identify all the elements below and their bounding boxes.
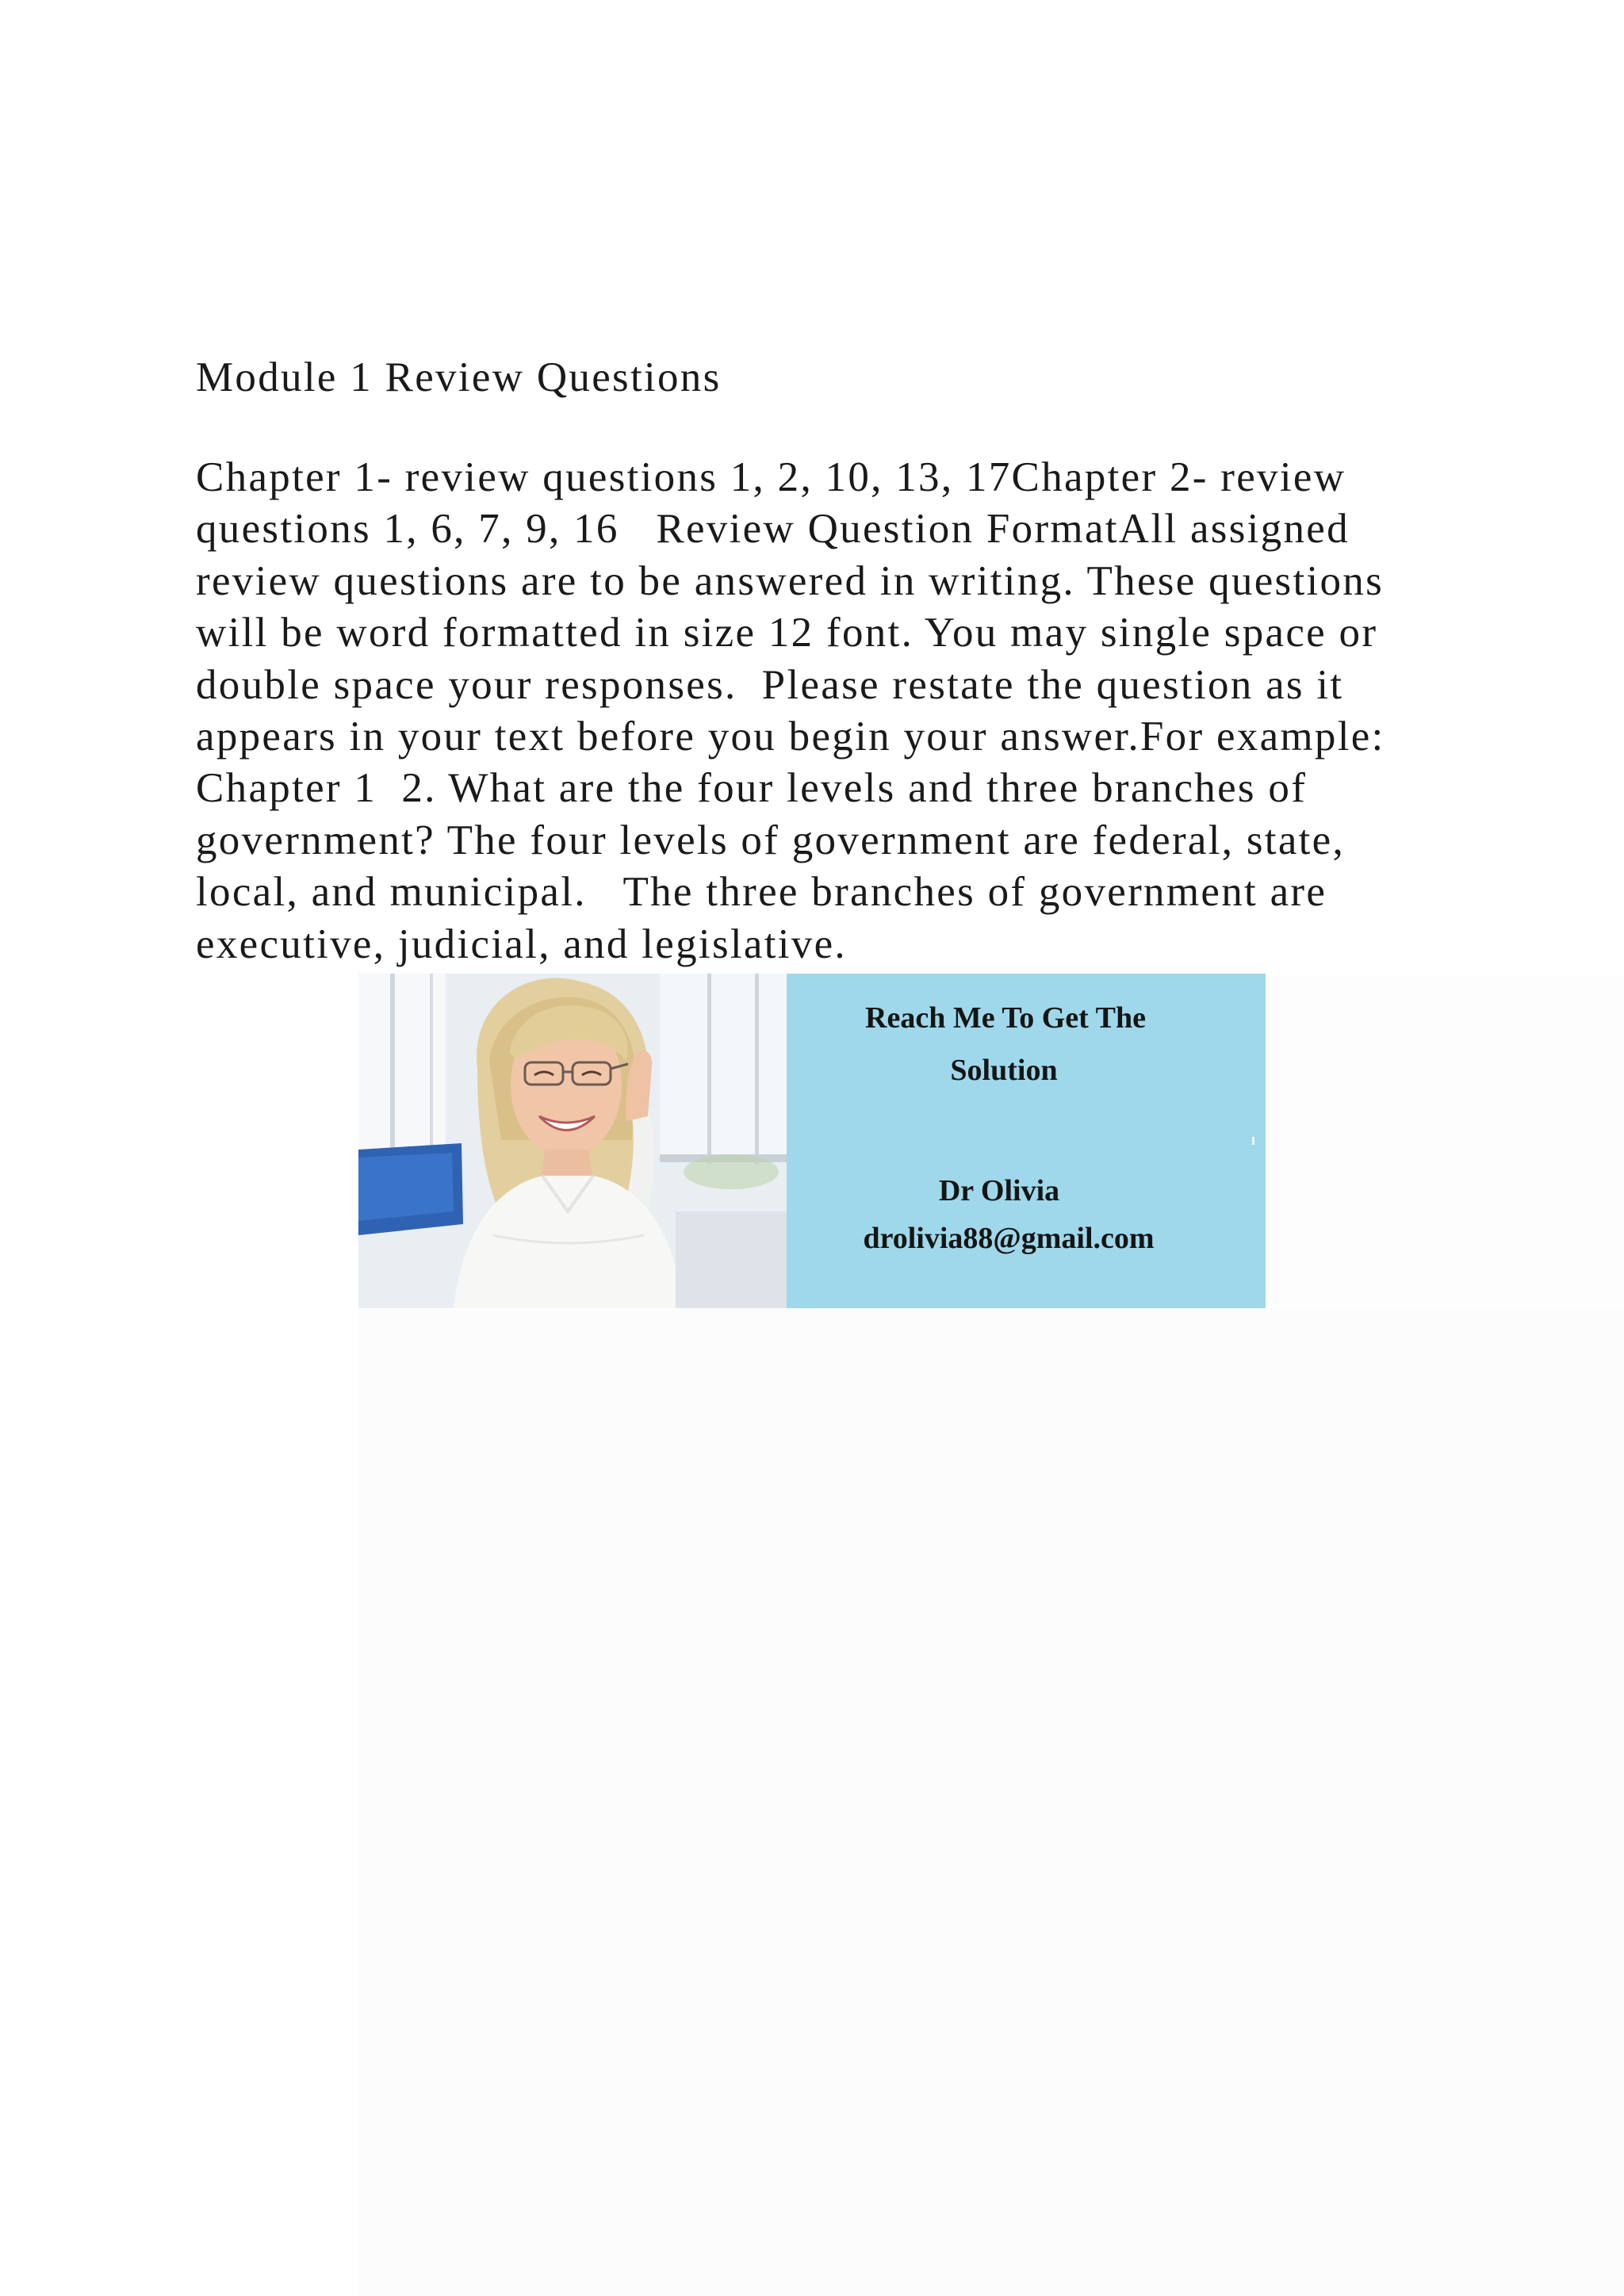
body-line: Chapter 1- review questions 1, 2, 10, 13, 17Chapter 2- review: [196, 454, 1346, 500]
page-title: Module 1 Review Questions: [196, 354, 722, 400]
body-line: will be word formatted in size 12 font. You may single space or: [196, 610, 1378, 656]
body-line: double space your responses. Please restate the question as it: [196, 661, 1344, 708]
contact-banner-image: [358, 974, 1266, 1308]
artifact-mark: [1252, 1137, 1254, 1145]
scan-background-region: [1266, 975, 1624, 1308]
woman-illustration-icon: [358, 974, 787, 1308]
smiling-woman-photo: [358, 974, 787, 1308]
scan-background-region: [358, 1308, 1624, 2296]
banner-headline-continued: Solution: [950, 1054, 1058, 1087]
body-line: executive, judicial, and legislative.: [196, 920, 847, 967]
body-line: local, and municipal. The three branches of government are: [196, 869, 1327, 916]
banner-headline: Reach Me To Get The: [865, 1001, 1146, 1035]
contact-name: Dr Olivia: [938, 1174, 1060, 1207]
contact-email: drolivia88@gmail.com: [863, 1222, 1155, 1255]
body-line: questions 1, 6, 7, 9, 16 Review Question FormatAll assigned: [196, 506, 1350, 553]
contact-info-panel: [787, 974, 1266, 1308]
body-line: Chapter 1 2. What are the four levels and three branches of: [196, 765, 1308, 812]
body-line: government? The four levels of government are federal, state,: [196, 817, 1346, 863]
body-paragraph: [196, 452, 1560, 970]
body-line: review questions are to be answered in writing. These questions: [196, 557, 1385, 604]
body-line: appears in your text before you begin your answer.For example:: [196, 714, 1385, 760]
